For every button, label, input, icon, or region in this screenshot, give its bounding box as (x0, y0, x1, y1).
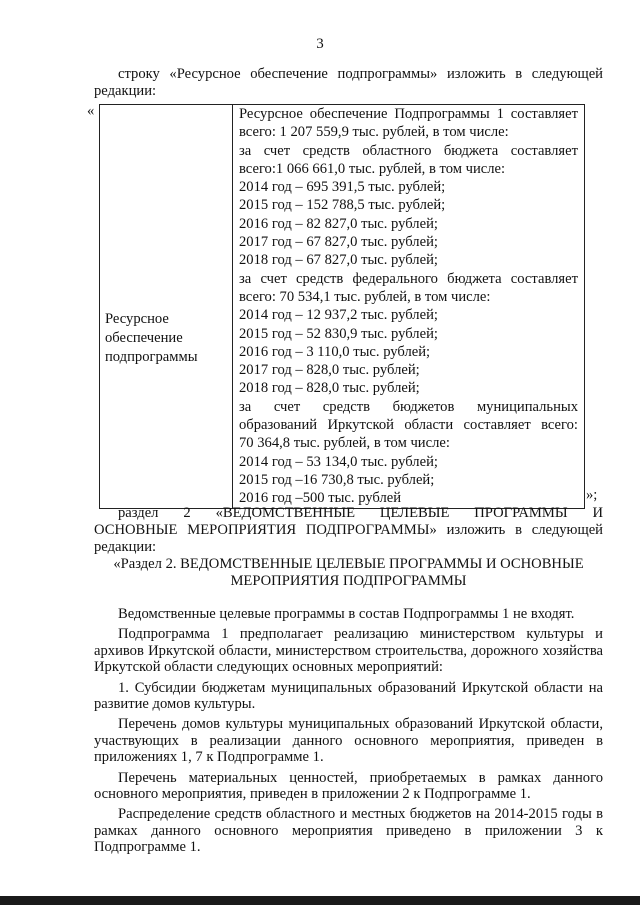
heading-line: «Раздел 2. ВЕДОМСТВЕННЫЕ ЦЕЛЕВЫЕ ПРОГРАММЫ И ОСНОВНЫЕ (113, 556, 584, 572)
section-line: редакции: (94, 539, 157, 555)
section-heading (94, 556, 603, 590)
table-line: всего: 1 207 559,9 тыс. рублей, в том числе: (239, 124, 509, 141)
table-value-cell (233, 105, 585, 509)
table-line: 2017 год – 828,0 тыс. рублей; (239, 362, 420, 379)
table-line: 2018 год – 828,0 тыс. рублей; (239, 380, 420, 397)
paragraph: Распределение средств областного и местных бюджетов на 2014-2015 годы в рамках данного основного мероприятия приведено в приложении 3 к Подпрограмме 1. (94, 806, 603, 856)
table-label: Ресурсное обеспечение подпрограммы (105, 310, 198, 365)
table-line: 2014 год – 12 937,2 тыс. рублей; (239, 307, 438, 324)
bottom-scan-border (0, 896, 640, 905)
table-line: за счет средств федерального бюджета составляет (239, 270, 578, 287)
paragraph: Подпрограмма 1 предполагает реализацию министерством культуры и архивов Иркутской области, министерством строительства, дорожного хозяйства Иркутской области следующих основных мероприятий: (94, 626, 603, 676)
paragraph: Перечень материальных ценностей, приобретаемых в рамках данного основного мероприятия, приведен в приложении 2 к Подпрограмме 1. (94, 769, 603, 803)
intro-line: редакции: (94, 83, 157, 99)
table-line: 2015 год –16 730,8 тыс. рублей; (239, 471, 435, 488)
intro-text (94, 66, 603, 100)
table-line: 2016 год –500 тыс. рублей (239, 490, 402, 507)
section-line: раздел 2 «ВЕДОМСТВЕННЫЕ ЦЕЛЕВЫЕ ПРОГРАММЫ И (118, 505, 603, 521)
page-number: 3 (316, 36, 324, 52)
section-instruction (94, 505, 603, 556)
paragraph: Перечень домов культуры муниципальных образований Иркутской области, участвующих в реализации данного основного мероприятия, приведен в приложениях 1, 7 к Подпрограмме 1. (94, 716, 603, 766)
table-line: всего:1 066 661,0 тыс. рублей, в том числе: (239, 160, 506, 177)
table-line: 2016 год – 3 110,0 тыс. рублей; (239, 343, 431, 360)
body-text (94, 606, 603, 860)
table-line: всего: 70 534,1 тыс. рублей, в том числе: (239, 288, 491, 305)
table-line: 2018 год – 67 827,0 тыс. рублей; (239, 252, 438, 269)
table-line: 2014 год – 695 391,5 тыс. рублей; (239, 179, 446, 196)
section-line: ОСНОВНЫЕ МЕРОПРИЯТИЯ ПОДПРОГРАММЫ» изложить в следующей (94, 522, 603, 538)
paragraph: Ведомственные целевые программы в состав Подпрограммы 1 не входят. (118, 606, 575, 622)
resource-table (99, 104, 585, 509)
paragraph: 1. Субсидии бюджетам муниципальных образований Иркутской области на развитие домов культуры. (94, 679, 603, 713)
table-line: за счет средств областного бюджета составляет (239, 142, 578, 159)
table-line: за счет средств бюджетов муниципальных (239, 398, 578, 415)
table-label-cell (100, 105, 233, 509)
table-line: 2015 год – 52 830,9 тыс. рублей; (239, 325, 438, 342)
table-line: 2014 год – 53 134,0 тыс. рублей; (239, 453, 438, 470)
closing-quote: »; (586, 487, 598, 503)
opening-quote: « (87, 103, 95, 119)
table-line: образований Иркутской области составляет всего: (239, 417, 578, 434)
table-line: Ресурсное обеспечение Подпрограммы 1 составляет (239, 106, 578, 122)
heading-line: МЕРОПРИЯТИЯ ПОДПРОГРАММЫ (230, 573, 467, 589)
table-line: 70 364,8 тыс. рублей, в том числе: (239, 435, 450, 452)
table-line: 2017 год – 67 827,0 тыс. рублей; (239, 234, 438, 251)
table-row (100, 105, 585, 509)
table-line: 2015 год – 152 788,5 тыс. рублей; (239, 197, 446, 214)
table-line: 2016 год – 82 827,0 тыс. рублей; (239, 215, 438, 232)
intro-line: строку «Ресурсное обеспечение подпрограммы» изложить в следующей (118, 66, 603, 82)
